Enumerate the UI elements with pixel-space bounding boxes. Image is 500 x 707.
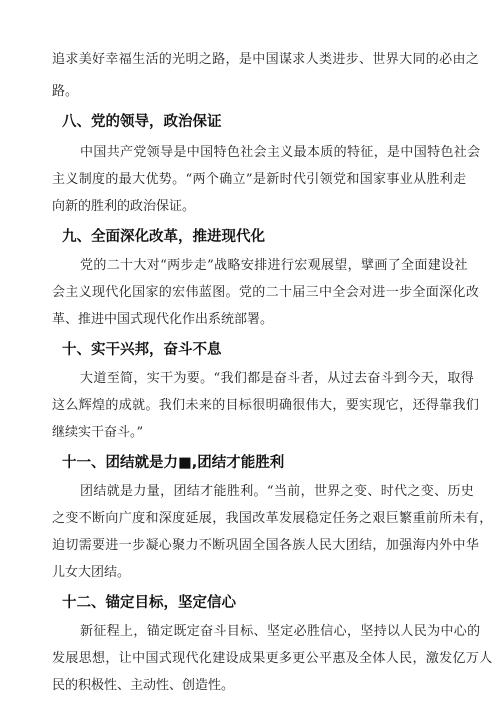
paragraph-line: 发展思想，让中国式现代化建设成果更多更公平惠及全体人民，激发亿万人 [52, 651, 493, 666]
paragraph-line: 会主义现代化国家的宏伟蓝图。党的二十届三中全会对进一步全面深化改 [52, 285, 480, 300]
paragraph-line: 路。 [52, 84, 79, 99]
paragraph-line: 中国共产党领导是中国特色社会主义最本质的特征，是中国特色社会 [80, 145, 481, 160]
section-heading: 十一、团结就是力■,团结才能胜利 [62, 455, 285, 471]
paragraph-line: 大道至简，实干为要。“我们都是奋斗者，从过去奋斗到今天，取得 [80, 371, 475, 386]
section-heading: 十、实干兴邦，奋斗不息 [62, 342, 222, 358]
paragraph-line: 追求美好幸福生活的光明之路，是中国谋求人类进步、世界大同的必由之 [52, 52, 480, 67]
paragraph-line: 党的二十大对“两步走”战略安排进行宏观展望，擘画了全面建设社 [80, 258, 468, 273]
paragraph-line: 这么辉煌的成就。我们未来的目标很明确很伟大，要实现它，还得靠我们 [52, 398, 480, 413]
paragraph-line: 儿女大团结。 [52, 565, 131, 580]
paragraph-line: 向新的胜利的政治保证。 [52, 199, 196, 214]
paragraph-line: 迫切需要进一步凝心聚力不断巩固全国各族人民大团结，加强海内外中华 [52, 538, 480, 553]
paragraph-line: 继续实干奋斗。” [52, 425, 144, 440]
paragraph-line: 新征程上，锚定既定奋斗目标、坚定必胜信心，坚持以人民为中心的 [80, 624, 481, 639]
section-heading: 八、党的领导，政治保证 [62, 114, 222, 130]
paragraph-line: 之变不断向广度和深度延展，我国改革发展稳定任务之艰巨繁重前所未有， [52, 511, 493, 526]
paragraph-line: 主义制度的最大优势。“两个确立”是新时代引领党和国家事业从胜利走 [52, 172, 467, 187]
paragraph-line: 民的积极性、主动性、创造性。 [52, 678, 235, 693]
section-heading: 十二、锚定目标，坚定信心 [62, 595, 236, 611]
paragraph-line: 革、推进中国式现代化作出系统部署。 [52, 312, 274, 327]
paragraph-line: 团结就是力量，团结才能胜利。“当前，世界之变、时代之变、历史 [80, 484, 475, 499]
section-heading: 九、全面深化改革，推进现代化 [62, 229, 265, 245]
